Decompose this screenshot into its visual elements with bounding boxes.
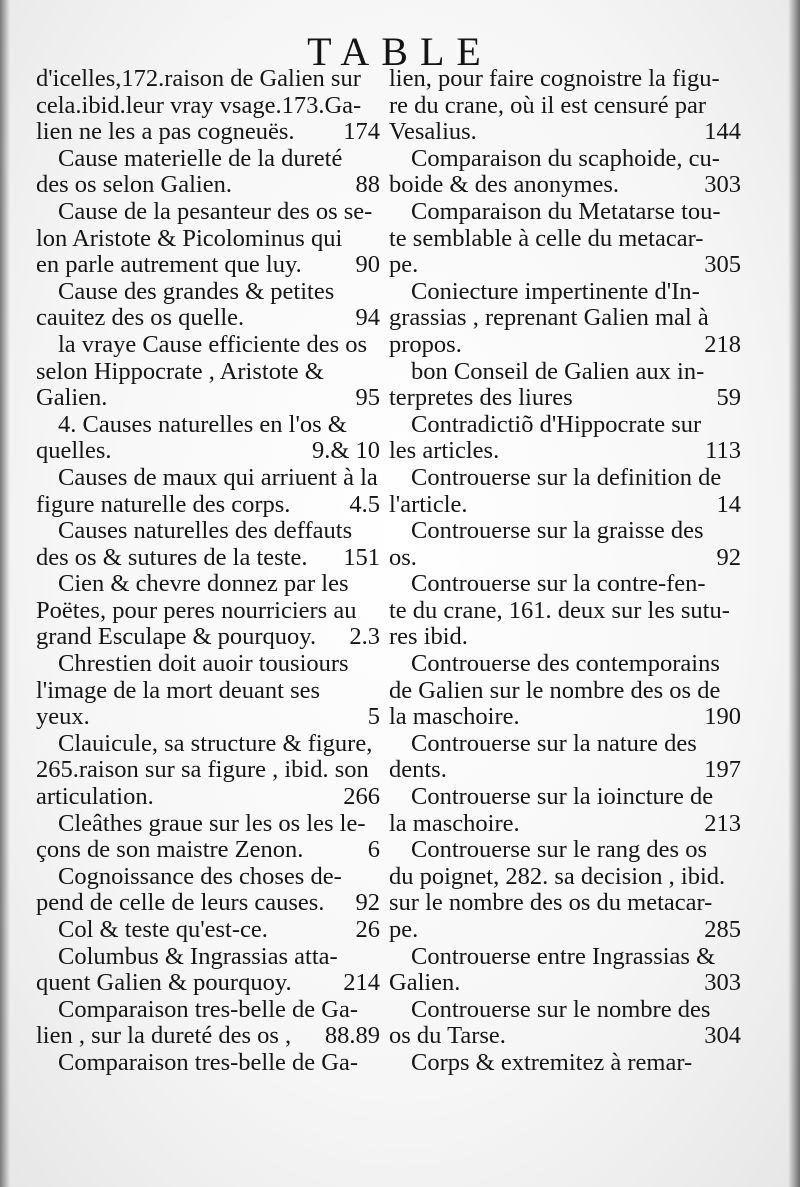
index-line-right bbox=[389, 1023, 741, 1050]
index-line-right bbox=[389, 518, 741, 545]
index-entry-text: lon Aristote & Picolominus qui bbox=[36, 224, 343, 252]
index-page-number: 4.5 bbox=[349, 490, 380, 518]
index-entry-text: quent Galien & pourquoy. bbox=[36, 969, 292, 997]
index-line-right bbox=[389, 172, 741, 199]
index-line-right bbox=[389, 784, 741, 811]
index-entry-text: Galien. bbox=[389, 969, 461, 997]
index-entry-text: Causes de maux qui arriuent à la bbox=[58, 463, 378, 491]
index-entry-text: grassias , reprenant Galien mal à bbox=[389, 304, 709, 332]
index-page-number: 266 bbox=[343, 783, 380, 811]
index-line-right bbox=[389, 997, 741, 1024]
index-line-left bbox=[36, 678, 380, 705]
index-page-number: 174 bbox=[343, 118, 380, 146]
index-entry-text: Cognoissance des choses de- bbox=[58, 862, 342, 890]
index-line-right bbox=[389, 492, 741, 519]
index-entry-text: la maschoire. bbox=[389, 809, 520, 837]
index-line-left bbox=[36, 784, 380, 811]
index-entry-text: propos. bbox=[389, 330, 462, 358]
index-entry-text: de Galien sur le nombre des os de bbox=[389, 676, 721, 704]
index-entry-text: Coniecture impertinente d'In- bbox=[411, 277, 700, 305]
index-entry-text: Comparaison tres-belle de Ga- bbox=[58, 1048, 359, 1076]
index-page-number: 303 bbox=[704, 171, 741, 199]
index-entry-text: Comparaison du Metatarse tou- bbox=[411, 197, 721, 225]
running-header: TABLE bbox=[307, 29, 493, 74]
index-line-left bbox=[36, 146, 380, 173]
index-entry-text: res ibid. bbox=[389, 623, 468, 651]
index-line-left bbox=[36, 811, 380, 838]
index-entry-text: Comparaison tres-belle de Ga- bbox=[58, 995, 359, 1023]
index-page-number: 190 bbox=[704, 703, 741, 731]
index-page-number: 88 bbox=[355, 171, 380, 199]
index-line-right bbox=[389, 757, 741, 784]
index-line-left bbox=[36, 359, 380, 386]
index-entry-text: Cien & chevre donnez par les bbox=[58, 570, 349, 598]
index-entry-text: grand Esculape & pourquoy. bbox=[36, 623, 317, 651]
index-line-left bbox=[36, 545, 380, 572]
index-page-number: 59 bbox=[716, 384, 741, 412]
index-entry-text: lien, pour faire cognoistre la figu- bbox=[389, 65, 720, 92]
index-line-right bbox=[389, 305, 741, 332]
index-page-number: 92 bbox=[716, 543, 741, 571]
index-entry-text: lien , sur la dureté des os , bbox=[36, 1022, 292, 1050]
index-line-right bbox=[389, 864, 741, 891]
index-column-left bbox=[36, 66, 380, 1077]
index-page-number: 5 bbox=[367, 703, 380, 731]
index-line-right bbox=[389, 412, 741, 439]
index-line-left bbox=[36, 598, 380, 625]
index-line-right bbox=[389, 571, 741, 598]
index-entry-text: en parle autrement que luy. bbox=[36, 251, 302, 279]
index-entry-text: Contradictiõ d'Hippocrate sur bbox=[411, 410, 702, 438]
index-entry-text: articulation. bbox=[36, 783, 154, 811]
index-entry-text: du poignet, 282. sa decision , ibid. bbox=[389, 862, 726, 890]
index-line-left bbox=[36, 731, 380, 758]
index-entry-text: selon Hippocrate , Aristote & bbox=[36, 357, 324, 385]
index-page-number: 218 bbox=[704, 330, 741, 358]
index-line-left bbox=[36, 385, 380, 412]
index-line-left bbox=[36, 492, 380, 519]
index-entry-text: Controuerse sur le rang des os bbox=[411, 836, 707, 864]
index-line-left bbox=[36, 624, 380, 651]
index-line-right bbox=[389, 199, 741, 226]
index-entry-text: la maschoire. bbox=[389, 703, 520, 731]
index-line-right bbox=[389, 385, 741, 412]
index-entry-text: Poëtes, pour peres nourriciers au bbox=[36, 596, 357, 624]
index-entry-text: Cause de la pesanteur des os se- bbox=[58, 197, 373, 225]
index-entry-text: Cause materielle de la dureté bbox=[58, 144, 343, 172]
index-line-left bbox=[36, 890, 380, 917]
index-line-left bbox=[36, 757, 380, 784]
index-line-left bbox=[36, 465, 380, 492]
index-line-left bbox=[36, 571, 380, 598]
index-line-left bbox=[36, 279, 380, 306]
index-page-number: 90 bbox=[355, 251, 380, 279]
index-line-left bbox=[36, 66, 380, 93]
index-line-right bbox=[389, 837, 741, 864]
index-page-number: 95 bbox=[355, 384, 380, 412]
index-entry-text: Col & teste qu'est-ce. bbox=[58, 916, 268, 943]
index-line-right bbox=[389, 811, 741, 838]
index-entry-text: sur le nombre des os du metacar- bbox=[389, 889, 713, 917]
index-line-right bbox=[389, 678, 741, 705]
index-page-number: 305 bbox=[704, 251, 741, 279]
index-entry-text: Controuerse sur le nombre des bbox=[411, 995, 711, 1023]
index-line-right bbox=[389, 93, 741, 120]
index-line-left bbox=[36, 332, 380, 359]
index-line-left bbox=[36, 518, 380, 545]
index-line-left bbox=[36, 704, 380, 731]
index-entry-text: Causes naturelles des deffauts bbox=[58, 517, 353, 545]
index-entry-text: Vesalius. bbox=[389, 118, 477, 146]
index-entry-text: Columbus & Ingrassias atta- bbox=[58, 942, 338, 970]
index-page-number: 303 bbox=[704, 969, 741, 997]
index-entry-text: d'icelles,172.raison de Galien sur bbox=[36, 65, 361, 92]
index-line-right bbox=[389, 598, 741, 625]
index-entry-text: os du Tarse. bbox=[389, 1022, 506, 1050]
index-page-number: 213 bbox=[704, 809, 741, 837]
index-line-right bbox=[389, 119, 741, 146]
index-line-right bbox=[389, 704, 741, 731]
index-entry-text: lien ne les a pas cogneuës. bbox=[36, 118, 295, 146]
index-entry-text: pe. bbox=[389, 916, 419, 943]
index-page-number: 285 bbox=[704, 916, 741, 943]
index-line-left bbox=[36, 93, 380, 120]
index-entry-text: 4. Causes naturelles en l'os & bbox=[58, 410, 347, 438]
index-entry-text: l'article. bbox=[389, 490, 468, 518]
index-line-left bbox=[36, 944, 380, 971]
index-line-left bbox=[36, 412, 380, 439]
index-page-number: 197 bbox=[704, 756, 741, 784]
index-entry-text: Controuerse sur la graisse des bbox=[411, 517, 704, 545]
index-entry-text: Controuerse sur la contre-fen- bbox=[411, 570, 706, 598]
index-entry-text: cela.ibid.leur vray vsage.173.Ga- bbox=[36, 91, 362, 119]
index-page-number: 9.& 10 bbox=[311, 437, 380, 465]
index-page-number: 214 bbox=[343, 969, 380, 997]
index-entry-text: figure naturelle des corps. bbox=[36, 490, 291, 518]
index-page-number: 26 bbox=[355, 916, 380, 943]
index-entry-text: quelles. bbox=[36, 437, 112, 465]
index-line-right bbox=[389, 226, 741, 253]
index-entry-text: dents. bbox=[389, 756, 447, 784]
index-line-right bbox=[389, 731, 741, 758]
index-line-left bbox=[36, 917, 380, 944]
index-line-left bbox=[36, 172, 380, 199]
index-line-right bbox=[389, 66, 741, 93]
index-line-left bbox=[36, 199, 380, 226]
index-entry-text: Galien. bbox=[36, 384, 108, 412]
index-entry-text: Cleâthes graue sur les os les le- bbox=[58, 809, 366, 837]
index-page-number: 113 bbox=[705, 437, 741, 465]
index-line-left bbox=[36, 1050, 380, 1077]
index-line-right bbox=[389, 438, 741, 465]
index-page-number: 144 bbox=[704, 118, 741, 146]
index-entry-text: Controuerse sur la definition de bbox=[411, 463, 722, 491]
index-entry-text: les articles. bbox=[389, 437, 500, 465]
index-entry-text: des os & sutures de la teste. bbox=[36, 543, 308, 571]
index-entry-text: Corps & extremitez à remar- bbox=[411, 1048, 693, 1076]
index-line-right bbox=[389, 890, 741, 917]
index-line-right bbox=[389, 624, 741, 651]
index-line-right bbox=[389, 970, 741, 997]
index-line-right bbox=[389, 651, 741, 678]
index-page-number: 88.89 bbox=[324, 1022, 380, 1050]
index-line-left bbox=[36, 651, 380, 678]
index-line-right bbox=[389, 944, 741, 971]
index-entry-text: bon Conseil de Galien aux in- bbox=[411, 357, 705, 385]
index-entry-text: çons de son maistre Zenon. bbox=[36, 836, 304, 864]
index-entry-text: l'image de la mort deuant ses bbox=[36, 676, 321, 704]
page-shadow-right bbox=[788, 0, 800, 1187]
index-entry-text: Chrestien doit auoir tousiours bbox=[58, 650, 349, 678]
index-entry-text: te semblable à celle du metacar- bbox=[389, 224, 704, 252]
index-entry-text: yeux. bbox=[36, 703, 90, 731]
index-line-left bbox=[36, 252, 380, 279]
index-line-right bbox=[389, 1050, 741, 1077]
index-entry-text: pend de celle de leurs causes. bbox=[36, 889, 325, 917]
index-entry-text: la vraye Cause efficiente des os bbox=[58, 330, 368, 358]
index-entry-text: boide & des anonymes. bbox=[389, 171, 619, 199]
index-page-number: 14 bbox=[716, 490, 741, 518]
index-entry-text: cauitez des os quelle. bbox=[36, 304, 245, 332]
index-column-right bbox=[389, 66, 741, 1077]
index-line-right bbox=[389, 359, 741, 386]
index-entry-text: pe. bbox=[389, 251, 419, 279]
index-entry-text: Controuerse entre Ingrassias & bbox=[411, 942, 716, 970]
index-line-right bbox=[389, 252, 741, 279]
index-entry-text: Comparaison du scaphoide, cu- bbox=[411, 144, 720, 172]
index-entry-text: Cause des grandes & petites bbox=[58, 277, 335, 305]
index-line-left bbox=[36, 438, 380, 465]
index-line-right bbox=[389, 279, 741, 306]
index-entry-text: Controuerse sur la ioincture de bbox=[411, 783, 714, 811]
index-entry-text: Clauicule, sa structure & figure, bbox=[58, 729, 373, 757]
index-line-left bbox=[36, 864, 380, 891]
page-shadow-left bbox=[0, 0, 10, 1187]
index-line-right bbox=[389, 332, 741, 359]
index-page-number: 151 bbox=[343, 543, 380, 571]
index-entry-text: des os selon Galien. bbox=[36, 171, 232, 199]
index-entry-text: os. bbox=[389, 543, 417, 571]
index-line-left bbox=[36, 305, 380, 332]
index-line-right bbox=[389, 146, 741, 173]
index-line-left bbox=[36, 970, 380, 997]
index-page-number: 304 bbox=[704, 1022, 741, 1050]
index-line-right bbox=[389, 545, 741, 572]
index-line-left bbox=[36, 226, 380, 253]
index-line-right bbox=[389, 465, 741, 492]
index-page-number: 94 bbox=[355, 304, 380, 332]
index-entry-text: Controuerse sur la nature des bbox=[411, 729, 697, 757]
index-entry-text: te du crane, 161. deux sur les sutu- bbox=[389, 596, 730, 624]
index-page-number: 2.3 bbox=[349, 623, 380, 651]
index-line-left bbox=[36, 997, 380, 1024]
index-line-left bbox=[36, 119, 380, 146]
index-entry-text: Controuerse des contemporains bbox=[411, 650, 720, 678]
index-entry-text: terpretes des liures bbox=[389, 384, 573, 412]
index-line-right bbox=[389, 917, 741, 944]
index-entry-text: re du crane, où il est censuré par bbox=[389, 91, 706, 119]
index-page-number: 92 bbox=[355, 889, 380, 917]
index-line-left bbox=[36, 1023, 380, 1050]
index-page-number: 6 bbox=[367, 836, 380, 864]
index-entry-text: 265.raison sur sa figure , ibid. son bbox=[36, 756, 369, 784]
index-line-left bbox=[36, 837, 380, 864]
